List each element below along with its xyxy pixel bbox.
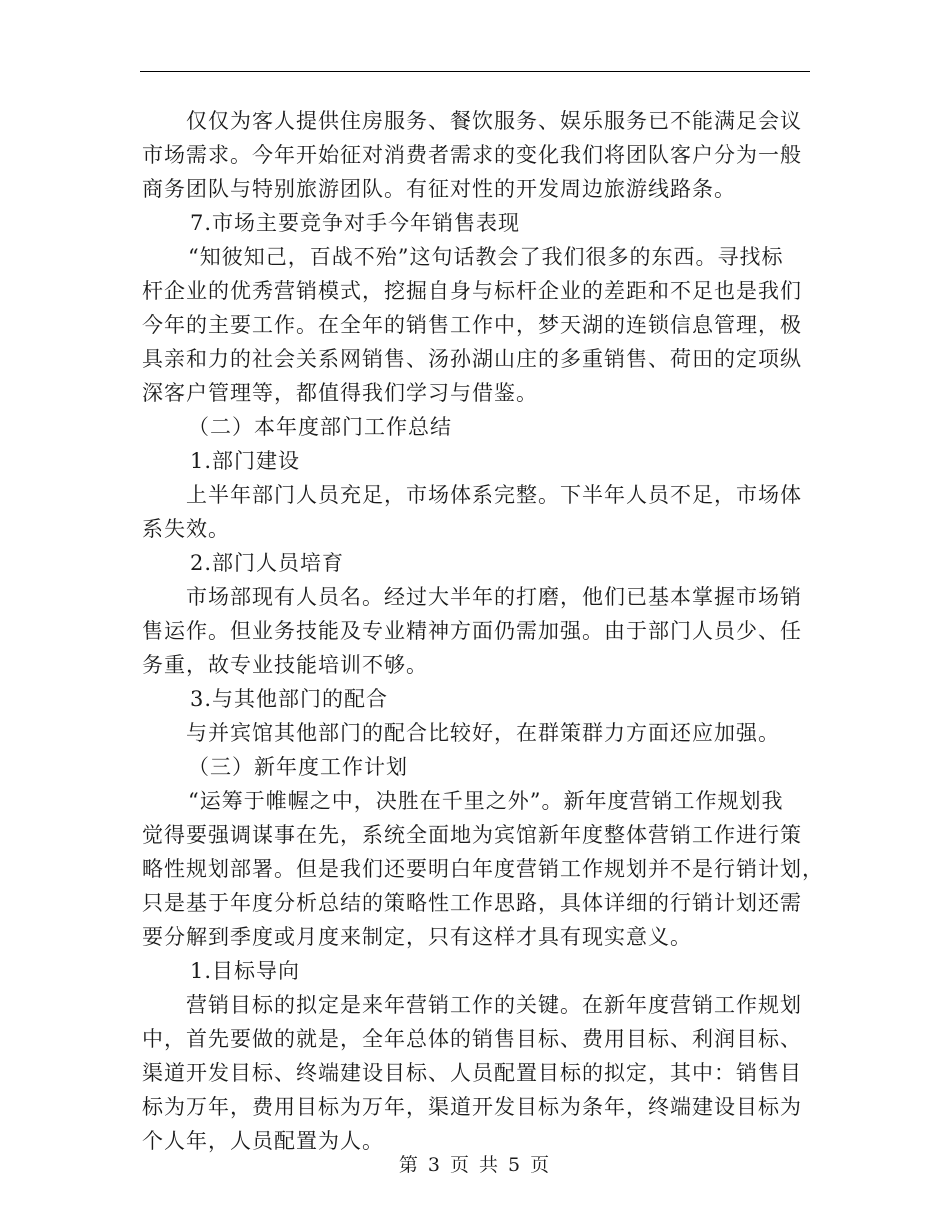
paragraph-line: 只是基于年度分析总结的策略性工作思路，具体详细的行销计划还需 [142, 891, 802, 915]
paragraph-line: 杆企业的优秀营销模式，挖掘自身与标杆企业的差距和不足也是我们 [142, 279, 802, 303]
paragraph-line: 商务团队与特别旅游团队。有征对性的开发周边旅游线路条。 [142, 177, 736, 201]
section-heading: 1.部门建设 [190, 449, 301, 473]
paragraph-line: 仅仅为客人提供住房服务、餐饮服务、娱乐服务已不能满足会议 [186, 109, 802, 133]
paragraph-line: 市场需求。今年开始征对消费者需求的变化我们将团队客户分为一般 [142, 143, 802, 167]
paragraph-line: 售运作。但业务技能及专业精神方面仍需加强。由于部门人员少、任 [142, 619, 802, 643]
paragraph-line: 中，首先要做的就是，全年总体的销售目标、费用目标、利润目标、 [142, 1027, 802, 1051]
paragraph-line: “运筹于帷幄之中，决胜在千里之外”。新年度营销工作规划我 [188, 789, 784, 813]
paragraph-line: 务重，故专业技能培训不够。 [142, 653, 428, 677]
paragraph-line: “知彼知己，百战不殆”这句话教会了我们很多的东西。寻找标 [188, 245, 784, 269]
paragraph-line: 个人年，人员配置为人。 [142, 1129, 384, 1153]
paragraph-line: 上半年部门人员充足，市场体系完整。下半年人员不足，市场体 [186, 483, 802, 507]
section-heading: 1.目标导向 [190, 959, 301, 983]
section-heading: （二）本年度部门工作总结 [188, 415, 452, 439]
paragraph-line: 与并宾馆其他部门的配合比较好，在群策群力方面还应加强。 [186, 721, 780, 745]
section-heading: 2.部门人员培育 [190, 551, 345, 575]
paragraph-line: 标为万年，费用目标为万年，渠道开发目标为条年，终端建设目标为 [142, 1095, 802, 1119]
section-heading: 7.市场主要竞争对手今年销售表现 [190, 211, 521, 235]
paragraph-line: 系失效。 [142, 517, 230, 541]
paragraph-line: 觉得要强调谋事在先，系统全面地为宾馆新年度整体营销工作进行策 [142, 823, 802, 847]
paragraph-line: 营销目标的拟定是来年营销工作的关键。在新年度营销工作规划 [186, 993, 802, 1017]
paragraph-line: 要分解到季度或月度来制定，只有这样才具有现实意义。 [142, 925, 692, 949]
paragraph-line: 略性规划部署。但是我们还要明白年度营销工作规划并不是行销计划， [142, 857, 824, 881]
paragraph-line: 渠道开发目标、终端建设目标、人员配置目标的拟定，其中：销售目 [142, 1061, 802, 1085]
header-rule [140, 71, 810, 72]
page-number-footer: 第 3 页 共 5 页 [398, 1154, 552, 1176]
paragraph-line: 今年的主要工作。在全年的销售工作中，梦天湖的连锁信息管理，极 [142, 313, 802, 337]
section-heading: （三）新年度工作计划 [188, 755, 408, 779]
paragraph-line: 深客户管理等，都值得我们学习与借鉴。 [142, 381, 538, 405]
section-heading: 3.与其他部门的配合 [190, 687, 389, 711]
paragraph-line: 具亲和力的社会关系网销售、汤孙湖山庄的多重销售、荷田的定项纵 [142, 347, 802, 371]
paragraph-line: 市场部现有人员名。经过大半年的打磨，他们已基本掌握市场销 [186, 585, 802, 609]
document-body [142, 104, 824, 1158]
